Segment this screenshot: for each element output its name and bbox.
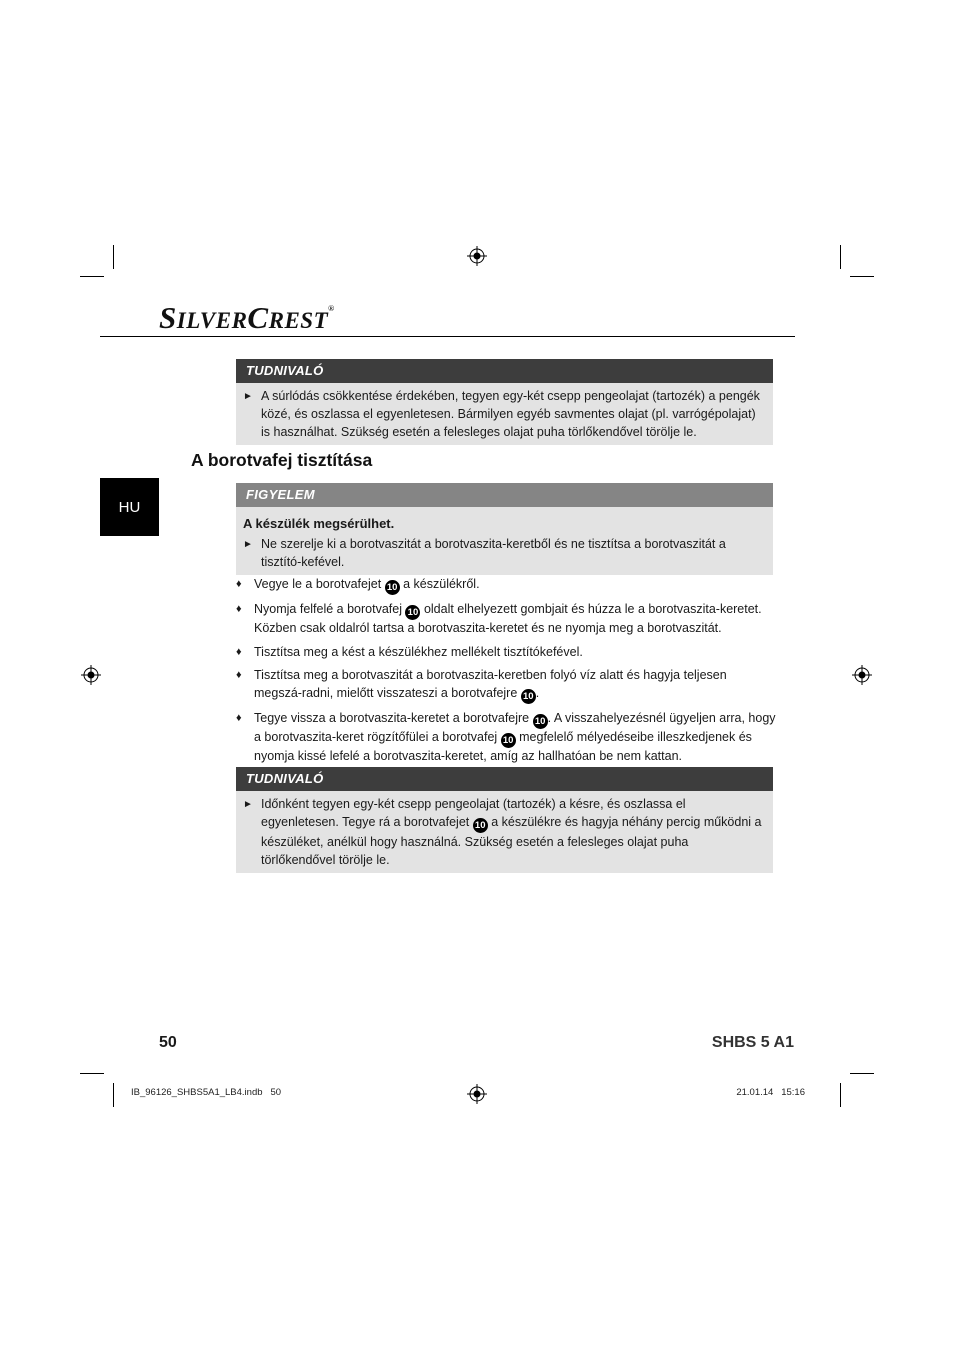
bullet-icon: ♦ (236, 603, 242, 615)
reference-number: 10 (473, 818, 488, 833)
slug-date: 21.01.14 15:16 (736, 1087, 805, 1098)
note-text: Időnként tegyen egy-két csepp pengeolajat (tartozék) a késre, és oszlassa el egyenletesen. Tegye rá a borotvafejet 10 a készülékre és hagyja néhány percig működni a készüléket, anélkül hogy használná. Szükség esetén a felesleges olajat puha törlőkendővel törölje le. (261, 797, 762, 867)
bullet-icon: ♦ (236, 711, 242, 724)
model-number: SHBS 5 A1 (711, 1034, 794, 1051)
note-header: TUDNIVALÓ (236, 767, 773, 791)
registration-mark-icon (81, 665, 101, 685)
reference-number: 10 (385, 580, 400, 595)
crop-mark (840, 245, 841, 269)
note-box (236, 767, 773, 873)
reference-number: 10 (521, 689, 536, 704)
section-title: A borotvafej tisztítása (191, 450, 373, 470)
arrow-icon: ► (243, 539, 253, 550)
registration-mark-icon (467, 1084, 487, 1104)
warning-box (236, 483, 773, 575)
registration-mark-icon (467, 246, 487, 266)
arrow-icon: ► (243, 391, 253, 402)
note-text: A súrlódás csökkentése érdekében, tegyen egy-két csepp pengeolajat (tartozék) a pengék közé, és oszlassa el egyenletesen. Bármilyen egyéb savmentes olajat (pl. varrógépolajat) is használhat. Szükség esetén a felesleges olajat puha törlőkendővel törölje le. (261, 389, 760, 439)
crop-mark (850, 276, 874, 277)
reference-number: 10 (405, 605, 420, 620)
arrow-icon: ► (243, 799, 253, 810)
note-header: TUDNIVALÓ (236, 359, 773, 383)
header-rule (100, 336, 795, 337)
crop-mark (113, 245, 114, 269)
registration-mark-icon (852, 665, 872, 685)
page-number: 50 (159, 1034, 177, 1051)
bullet-icon: ♦ (236, 669, 242, 681)
step-list (236, 576, 776, 771)
crop-mark (80, 1073, 104, 1074)
brand-logo: SILVERCREST® (159, 300, 335, 335)
list-item: ♦ Tisztítsa meg a borotvaszitát a borotvaszita-keretben folyó víz alatt és hagyja teljesen megszá-radni, mielőtt visszateszi a borotvafejre 10 . (236, 668, 727, 702)
crop-mark (840, 1083, 841, 1107)
bullet-icon: ♦ (236, 645, 242, 658)
list-item: ♦ Tisztítsa meg a kést a készülékhez mellékelt tisztítókefével. (236, 644, 776, 662)
crop-mark (80, 276, 104, 277)
note-item (243, 795, 763, 869)
crop-mark (850, 1073, 874, 1074)
list-item: ♦ Nyomja felfelé a borotvafej 10 oldalt elhelyezett gombjait és húzza le a borotvaszita-keretet. Közben csak oldalról tartsa a borotvaszita-keretet és ne nyomja meg a borotvaszitát. (236, 601, 776, 638)
reference-number: 10 (533, 714, 548, 729)
bullet-icon: ♦ (236, 578, 242, 590)
reference-number: 10 (501, 733, 516, 748)
list-item: ♦ Tegye vissza a borotvaszita-keretet a borotvafejre 10 . A visszahelyezésnél ügyeljen arra, hogy a borotvaszita-keret rögzítőfülei a borotvafej 10 megfelelő mélyedéseibe illeszkedjenek és nyomja kissé lefelé a borotvaszita-keretet, amíg az hallhatóan be nem kattan. (236, 710, 776, 766)
note-item (243, 387, 763, 441)
list-item: ♦ Vegye le a borotvafejet 10 a készülékről. (236, 577, 480, 593)
slug-file: IB_96126_SHBS5A1_LB4.indb 50 (131, 1087, 282, 1098)
language-tab: HU (100, 478, 159, 536)
warning-text: Ne szerelje ki a borotvaszitát a borotvaszita-keretből és ne tisztítsa a borotvaszitát a tisztító-kefével. (261, 537, 726, 569)
warning-header: FIGYELEM (236, 483, 773, 507)
warning-item (243, 535, 763, 571)
crop-mark (113, 1083, 114, 1107)
note-box (236, 359, 773, 445)
warning-title: A készülék megsérülhet. (243, 516, 395, 531)
